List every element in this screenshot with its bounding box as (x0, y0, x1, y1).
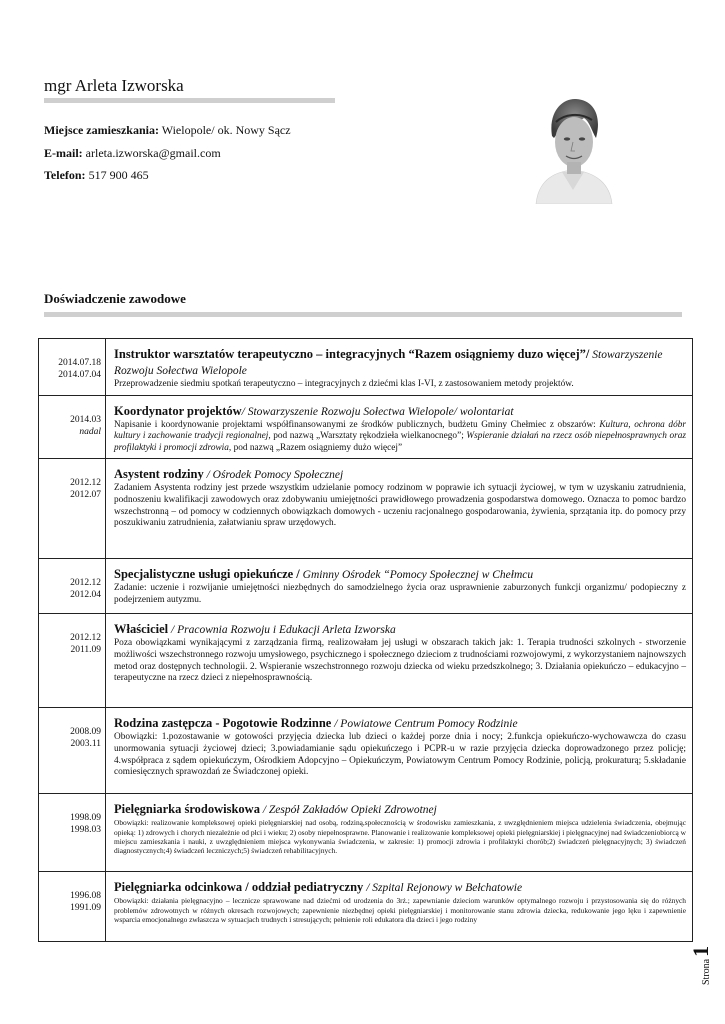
table-row (39, 614, 693, 708)
date-start: 2014.07.04 (58, 370, 101, 380)
table-row (39, 794, 693, 872)
employer: / Szpital Rejonowy w Bełchatowie (363, 882, 523, 895)
entry-cell (106, 559, 693, 614)
date-cell (39, 339, 106, 396)
date-cell (39, 614, 106, 708)
candidate-name: mgr Arleta Izworska (44, 76, 184, 95)
date-end: 1998.09 (70, 813, 101, 824)
job-title: Koordynator projektów (114, 403, 242, 418)
employer: / Pracownia Rozwoju i Edukacji Arleta Izworska (168, 624, 396, 637)
email-value: arleta.izworska@gmail.com (82, 145, 221, 160)
entry-cell (106, 459, 693, 559)
date-start: 2003.11 (70, 739, 101, 750)
table-row (39, 395, 693, 459)
desc-part: , pod nazwą „Razem osiągniemy dużo więcej” (228, 442, 403, 453)
experience-table (38, 338, 693, 942)
table-row (39, 708, 693, 794)
employer: / Stowarzyszenie Rozwoju Sołectwa Wielopole/ wolontariat (241, 405, 514, 418)
entry-title (114, 716, 686, 732)
employer: / Powiatowe Centrum Pomocy Rodzinie (331, 718, 518, 731)
entry-cell (106, 794, 693, 872)
entry-description: Obowiązki: realizowanie kompleksowej opieki pielęgniarskiej nad osobą, rodziną,społecznością w środowisku zamieszkania, z uwzględnieniem miejsca udzielenia świadczenia, obejmując opieką: 1) zdrowych i chorych niezależnie od płci i wieku; 2) osoby niepełnosprawne. Planowanie i realizowanie kompleksowej opieki pielęgniarskiej i pielęgnacyjnej nad świadczeniobiorcą w miejscu zamieszkania i nauki, z uwzględnieniem miejsca wykonywania świadczenia, w zakresie: 1) promocji zdrowia i profilaktyki chorób;2) świadczeń pielęgnacyjnych; 3) świadczeń diagnostycznych;4) świadczeń leczniczych;5) świadczeń rehabilitacyjnych. (114, 818, 686, 856)
phone-value: 517 900 465 (85, 168, 149, 182)
phone-label: Telefon: (44, 168, 86, 182)
entry-cell (106, 614, 693, 708)
date-end: 2012.12 (70, 478, 101, 489)
contact-block (44, 119, 291, 187)
employer: Stowarzyszenie Rozwoju Sołectwa Wielopole (114, 349, 663, 377)
employer: / Zespół Zakładów Opieki Zdrowotnej (259, 804, 437, 817)
entry-description (114, 420, 686, 455)
date-cell (39, 872, 106, 942)
job-title: Pielęgniarka środowiskowa (114, 802, 260, 817)
date-start: 2014.03 (70, 414, 101, 425)
table-row (39, 559, 693, 614)
date-end: 2012.12 (70, 578, 101, 589)
job-title: Rodzina zastępcza - Pogotowie Rodzinne (114, 716, 332, 731)
desc-part: Kultura, ochrona dóbr kultury i zachowanie tradycji regionalnej (114, 419, 686, 442)
entry-title (114, 347, 686, 379)
entry-description: Obowiązki: działania pielęgnacyjno – lecznicze sprawowane nad dziećmi od urodzenia do 3rż.; zapewnianie dzieciom warunków optymalnego rozwoju i przystosowania się do różnych problemów zdrowotnych w różnych okresach rozwojowych; zapewnienie niezbędnej opieki pielęgniarskiej i monitorowanie stanu zdrowia dziecka, redukowanie jego lęku i zapewnienie wsparcia emocjonalnego zwłaszcza w sytuacjach trudnych i stresujących; pełnienie roli edukatora dla dzieci i jego rodziny (114, 896, 686, 924)
job-title: Specjalistyczne usługi opiekuńcze / (114, 567, 300, 582)
date-end: 2014.07.18 (58, 358, 101, 368)
entry-cell (106, 395, 693, 459)
date-start: 2012.07 (70, 490, 101, 501)
name-divider (44, 98, 335, 103)
address-label: Miejsce zamieszkania: (44, 123, 159, 137)
date-start: 2011.09 (70, 645, 101, 656)
job-title: Asystent rodziny (114, 467, 204, 482)
date-start: 1991.09 (70, 903, 101, 914)
job-title: Instruktor warsztatów terapeutyczno – integracyjnych “Razem osiągniemy duzo więcej”/ (114, 347, 590, 361)
date-start: 1998.03 (70, 825, 101, 836)
table-row (39, 339, 693, 396)
entry-description: Zadaniem Asystenta rodziny jest przede wszystkim udzielanie pomocy rodzinom w poprawie ich sytuacji życiowej, w tym w uzyskaniu zatrudnienia, podnoszeniu kwalifikacji zawodowych oraz zdobywaniu umiejętności prawidłowego prowadzenia gospodarstwa domowego. Oznacza to pomoc bardzo wszechstronną – od pomocy w codziennych obowiązkach domowych - uczeniu racjonalnego gospodarowania, żywienia, sprzątania itp. do pomocy przy poszukiwaniu zatrudnienia, załatwianiu spraw urzędowych. (114, 483, 686, 529)
table-row (39, 459, 693, 559)
section-divider (44, 312, 682, 317)
address-line (44, 119, 291, 142)
entry-title (114, 404, 686, 420)
date-end: 2008.09 (70, 727, 101, 738)
entry-title (114, 467, 686, 483)
entry-title (114, 567, 686, 583)
entry-cell (106, 339, 693, 396)
email-line (44, 142, 291, 165)
entry-description: Obowiązki: 1.pozostawanie w gotowości przyjęcia dziecka lub dzieci o każdej porze dnia i nocy; 2.funkcja opiekuńczo-wychowawcza do czasu unormowania sytuacji życiowej dzieci; 3.powiadamianie sądu opiekuńczego i PCPR-u w razie przyjęcia dziecka doprowadzonego przez policję; 4.współpraca z sądem opiekuńczym, Ośrodkiem Adopcyjno – Opiekuńczym, Powiatowym Centrum Pomocy Rodzinie, policją, prokuraturą; 5.składanie comiesięcznych sprawozdań ze Świadczonej opieki. (114, 732, 686, 778)
employer: Gminny Ośrodek “Pomocy Społecznej w Chełmcu (299, 569, 534, 582)
page-number (688, 905, 720, 985)
address-value: Wielopole/ ok. Nowy Sącz (158, 123, 291, 137)
entry-description: Zadanie: uczenie i rozwijanie umiejętności niezbędnych do samodzielnego życia oraz usprawnienie zaburzonych funkcji organizmu/ podopieczny z podejrzeniem autyzmu. (114, 583, 686, 605)
section-title: Doświadczenie zawodowe (44, 291, 186, 306)
entry-title (114, 622, 686, 638)
job-title: Właściciel (114, 622, 169, 637)
entry-title (114, 802, 686, 818)
employer: / Ośrodek Pomocy Społecznej (203, 469, 344, 482)
phone-line (44, 164, 291, 187)
desc-part: Wspieranie działań na rzecz osób niepełnosprawnych oraz profilaktyki i promocji zdrowia (114, 431, 687, 453)
date-end: nadal (79, 426, 101, 437)
date-start: 2012.04 (70, 590, 101, 601)
desc-part: Napisanie i koordynowanie projektami współfinansowanymi ze środków publicznych, budżetu Gminy Chełmiec z obszarów: (114, 419, 600, 430)
date-cell (39, 459, 106, 559)
page-number-value: 1 (688, 945, 713, 957)
entry-cell (106, 708, 693, 794)
date-cell (39, 794, 106, 872)
date-end: 2012.12 (70, 633, 101, 644)
entry-title (114, 880, 686, 896)
portrait-photo (530, 92, 616, 204)
job-title: Pielęgniarka odcinkowa / oddział pediatryczny (114, 880, 364, 895)
page-label: Strona (701, 958, 712, 985)
date-end: 1996.08 (70, 891, 101, 902)
entry-description: Przeprowadzenie siedmiu spotkań terapeutyczno – integracyjnych z dziećmi klas I-VI, z zastosowaniem metody projektów. (114, 379, 574, 389)
table-row (39, 872, 693, 942)
email-label: E-mail: (44, 145, 83, 160)
date-cell (39, 395, 106, 459)
date-cell (39, 559, 106, 614)
entry-description: Poza obowiązkami wynikającymi z zarządzania firmą, realizowałam jej usługi w obszarach takich jak: 1. Terapia trudności szkolnych - stworzenie możliwości wszechstronnego rozwoju umysłowego, psychicznego i społecznego dzieciom z trudnościami rozwojowymi, z wykorzystaniem najnowszych metod oraz dostępnych technologii. 2. Wspieranie wszechstronnego rozwoju dziecka od wieku przedszkolnego; 3. Działania opiekuńczo – edukacyjno – terapeutyczne na rzecz dzieci z niepełnosprawnością. (114, 638, 686, 684)
entry-cell (106, 872, 693, 942)
desc-part: , pod nazwą „Warsztaty rękodzieła wielkanocnego”; (268, 431, 467, 442)
date-cell (39, 708, 106, 794)
